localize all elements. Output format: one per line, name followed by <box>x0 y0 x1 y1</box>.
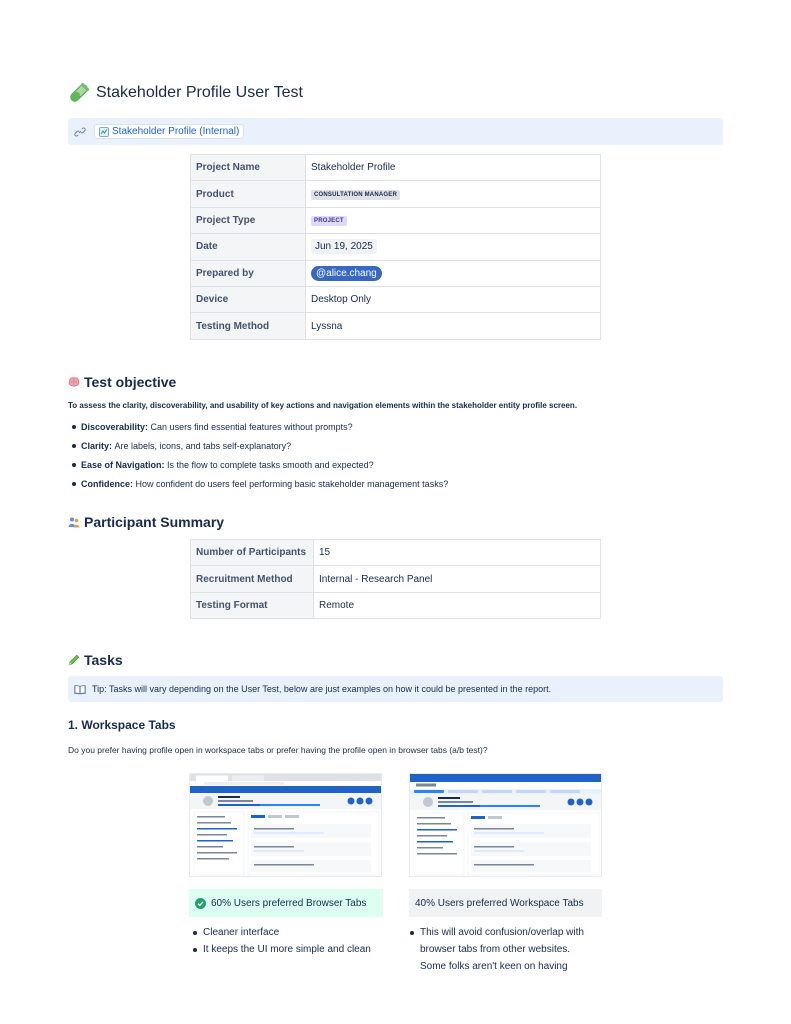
date-chip[interactable]: Jun 19, 2025 <box>311 239 377 254</box>
product-label: Product <box>191 181 306 207</box>
test-tube-icon <box>68 82 90 104</box>
participants-heading-row <box>68 514 224 530</box>
project-name-value: Stakeholder Profile <box>306 155 601 181</box>
table-row <box>191 181 601 207</box>
list-item: Clarity: Are labels, icons, and tabs self-explanatory? <box>72 436 448 455</box>
prepared-by-label: Prepared by <box>191 260 306 286</box>
testing-format-label: Testing Format <box>191 592 314 618</box>
list-item: Discoverability: Can users find essential features without prompts? <box>72 417 448 436</box>
link-panel <box>68 118 723 145</box>
browser-tabs-result <box>189 889 383 917</box>
date-label: Date <box>191 234 306 260</box>
table-row <box>191 313 601 339</box>
link-icon <box>74 126 86 138</box>
workspace-tabs-result-text: 40% Users preferred Workspace Tabs <box>415 897 584 909</box>
participants-heading: Participant Summary <box>84 514 225 530</box>
table-row <box>191 260 601 286</box>
pencil-icon <box>68 654 80 666</box>
table-row <box>191 540 601 566</box>
table-row <box>191 207 601 233</box>
product-lozenge: CONSULTATION MANAGER <box>311 190 400 200</box>
task-1-title: 1. Workspace Tabs <box>68 718 176 732</box>
workspace-tabs-screenshot <box>409 773 602 877</box>
objective-list <box>72 417 448 493</box>
check-circle-icon <box>195 898 206 909</box>
table-row <box>191 234 601 260</box>
smart-link-label: Stakeholder Profile (Internal) <box>112 126 240 137</box>
workspace-tabs-mockup <box>410 774 602 877</box>
whiteboard-icon <box>99 127 109 137</box>
objective-heading-row <box>68 374 176 390</box>
workspace-tabs-result <box>409 889 602 917</box>
tip-panel <box>68 676 723 702</box>
list-item: Confidence: How confident do users feel performing basic stakeholder management tasks? <box>72 474 448 493</box>
list-item: It keeps the UI more simple and clean <box>193 941 378 958</box>
list-item: Ease of Navigation: Is the flow to complete tasks smooth and expected? <box>72 455 448 474</box>
user-mention[interactable]: @alice.chang <box>311 266 382 281</box>
participants-count-value: 15 <box>314 540 601 566</box>
device-value: Desktop Only <box>306 286 601 312</box>
project-type-lozenge: PROJECT <box>311 216 347 226</box>
list-item: This will avoid confusion/overlap with browser tabs from other websites. Some folks aren't keen on having <box>410 924 595 975</box>
browser-tabs-mockup <box>190 774 382 877</box>
device-label: Device <box>191 286 306 312</box>
page-title-row <box>68 82 303 104</box>
workspace-tabs-points <box>410 924 595 975</box>
browser-tabs-screenshot <box>189 773 382 877</box>
testing-format-value: Remote <box>314 592 601 618</box>
objective-intro: To assess the clarity, discoverability, and usability of key actions and navigation elements within the stakeholder entity profile screen. <box>68 401 578 410</box>
table-row <box>191 286 601 312</box>
project-details-table <box>190 154 601 340</box>
testing-method-label: Testing Method <box>191 313 306 339</box>
recruitment-method-value: Internal - Research Panel <box>314 566 601 592</box>
project-type-label: Project Type <box>191 207 306 233</box>
participant-summary-table <box>190 539 601 619</box>
table-row <box>191 155 601 181</box>
browser-tabs-points <box>193 924 378 958</box>
task-1-question: Do you prefer having profile open in workspace tabs or prefer having the profile open in browser tabs (a/b test)? <box>68 745 488 755</box>
book-icon <box>74 683 86 695</box>
browser-tabs-result-text: 60% Users preferred Browser Tabs <box>211 897 367 909</box>
tasks-heading: Tasks <box>84 652 123 668</box>
page-title: Stakeholder Profile User Test <box>96 84 303 101</box>
project-name-label: Project Name <box>191 155 306 181</box>
testing-method-value: Lyssna <box>306 313 601 339</box>
table-row <box>191 592 601 618</box>
brain-icon <box>68 376 80 388</box>
people-icon <box>68 516 80 528</box>
objective-heading: Test objective <box>84 374 177 390</box>
table-row <box>191 566 601 592</box>
tip-text: Tip: Tasks will vary depending on the User Test, below are just examples on how it could be presented in the report. <box>92 684 552 694</box>
recruitment-method-label: Recruitment Method <box>191 566 314 592</box>
list-item: Cleaner interface <box>193 924 378 941</box>
stakeholder-profile-link[interactable] <box>94 124 244 139</box>
participants-count-label: Number of Participants <box>191 540 314 566</box>
tasks-heading-row <box>68 652 123 668</box>
